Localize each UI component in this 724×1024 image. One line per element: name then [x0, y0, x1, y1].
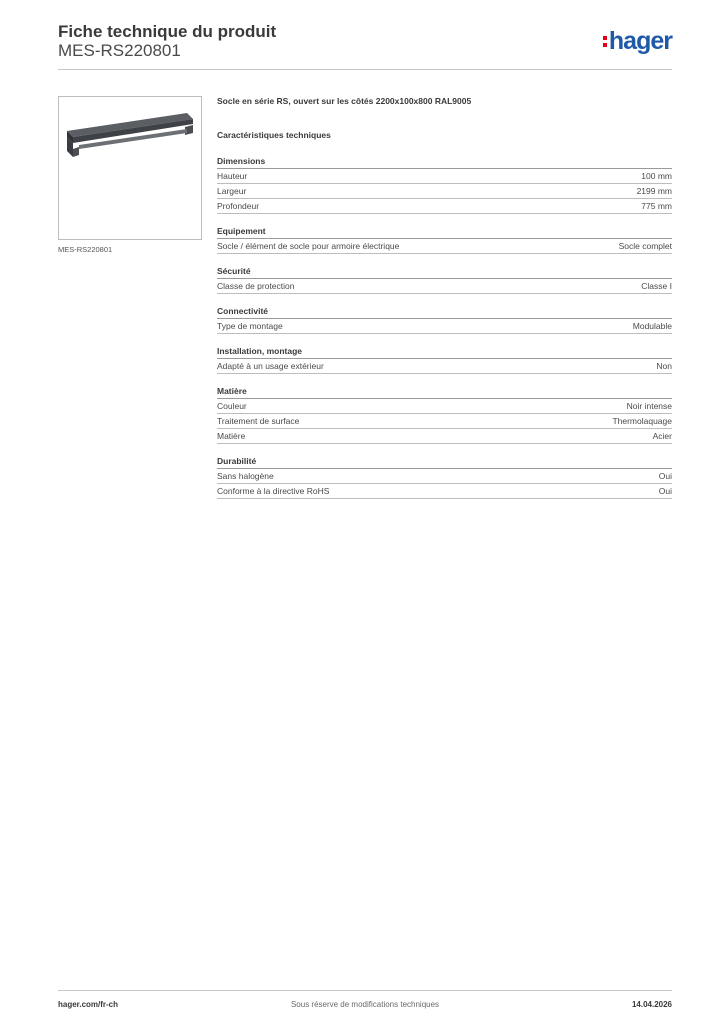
document-date: 14.04.2026 — [631, 1000, 672, 1009]
spec-value: 775 mm — [641, 201, 672, 211]
spec-label: Hauteur — [217, 171, 248, 181]
spec-label: Adapté à un usage extérieur — [217, 361, 324, 371]
spec-label: Classe de protection — [217, 281, 295, 291]
spec-label: Socle / élément de socle pour armoire électrique — [217, 241, 400, 251]
section-dimensions — [217, 156, 672, 214]
spec-label: Conforme à la directive RoHS — [217, 486, 330, 496]
spec-value: 100 mm — [641, 171, 672, 181]
product-reference: MES-RS220801 — [58, 41, 181, 60]
spec-label: Couleur — [217, 401, 247, 411]
spec-label: Type de montage — [217, 321, 283, 331]
document-title: Fiche technique du produit — [58, 22, 277, 41]
product-details — [217, 96, 672, 499]
spec-row — [217, 169, 672, 184]
spec-row — [217, 399, 672, 414]
image-caption: MES-RS220801 — [58, 245, 113, 254]
spec-row — [217, 239, 672, 254]
spec-row — [217, 429, 672, 444]
section-material — [217, 386, 672, 444]
spec-label: Profondeur — [217, 201, 260, 211]
technical-characteristics-heading: Caractéristiques techniques — [217, 130, 331, 140]
disclaimer: Sous réserve de modifications techniques — [290, 1000, 440, 1009]
hager-logo — [603, 28, 672, 54]
document-footer — [58, 990, 672, 1015]
spec-value: 2199 mm — [636, 186, 672, 196]
spec-value: Acier — [652, 431, 672, 441]
spec-row — [217, 199, 672, 214]
section-title: Equipement — [217, 226, 672, 239]
section-title: Durabilité — [217, 456, 672, 469]
spec-label: Largeur — [217, 186, 247, 196]
spec-value: Noir intense — [626, 401, 672, 411]
logo-text: hager — [608, 26, 672, 55]
spec-row — [217, 184, 672, 199]
section-equipment — [217, 226, 672, 254]
spec-row — [217, 359, 672, 374]
section-title: Dimensions — [217, 156, 672, 169]
spec-row — [217, 279, 672, 294]
spec-value: Thermolaquage — [612, 416, 672, 426]
document-header — [58, 22, 672, 70]
product-image — [58, 96, 202, 240]
section-title: Matière — [217, 386, 672, 399]
section-title: Installation, montage — [217, 346, 672, 359]
section-title: Sécurité — [217, 266, 672, 279]
spec-row — [217, 469, 672, 484]
product-description: Socle en série RS, ouvert sur les côtés 2200x100x800 RAL9005 — [217, 96, 472, 106]
spec-value: Socle complet — [618, 241, 672, 251]
website-link[interactable]: hager.com/fr-ch — [58, 1000, 119, 1009]
spec-row — [217, 319, 672, 334]
section-installation — [217, 346, 672, 374]
section-safety — [217, 266, 672, 294]
spec-label: Sans halogène — [217, 471, 274, 481]
spec-value: Non — [656, 361, 672, 371]
spec-label: Matière — [217, 431, 246, 441]
logo-dots-icon — [603, 36, 607, 47]
section-connectivity — [217, 306, 672, 334]
section-sustainability — [217, 456, 672, 499]
section-title: Connectivité — [217, 306, 672, 319]
spec-label: Traitement de surface — [217, 416, 300, 426]
spec-row — [217, 414, 672, 429]
spec-value: Oui — [658, 486, 672, 496]
spec-value: Oui — [658, 471, 672, 481]
spec-value: Modulable — [632, 321, 672, 331]
spec-row — [217, 484, 672, 499]
spec-value: Classe I — [641, 281, 672, 291]
cabinet-base-frame-icon — [59, 97, 201, 239]
